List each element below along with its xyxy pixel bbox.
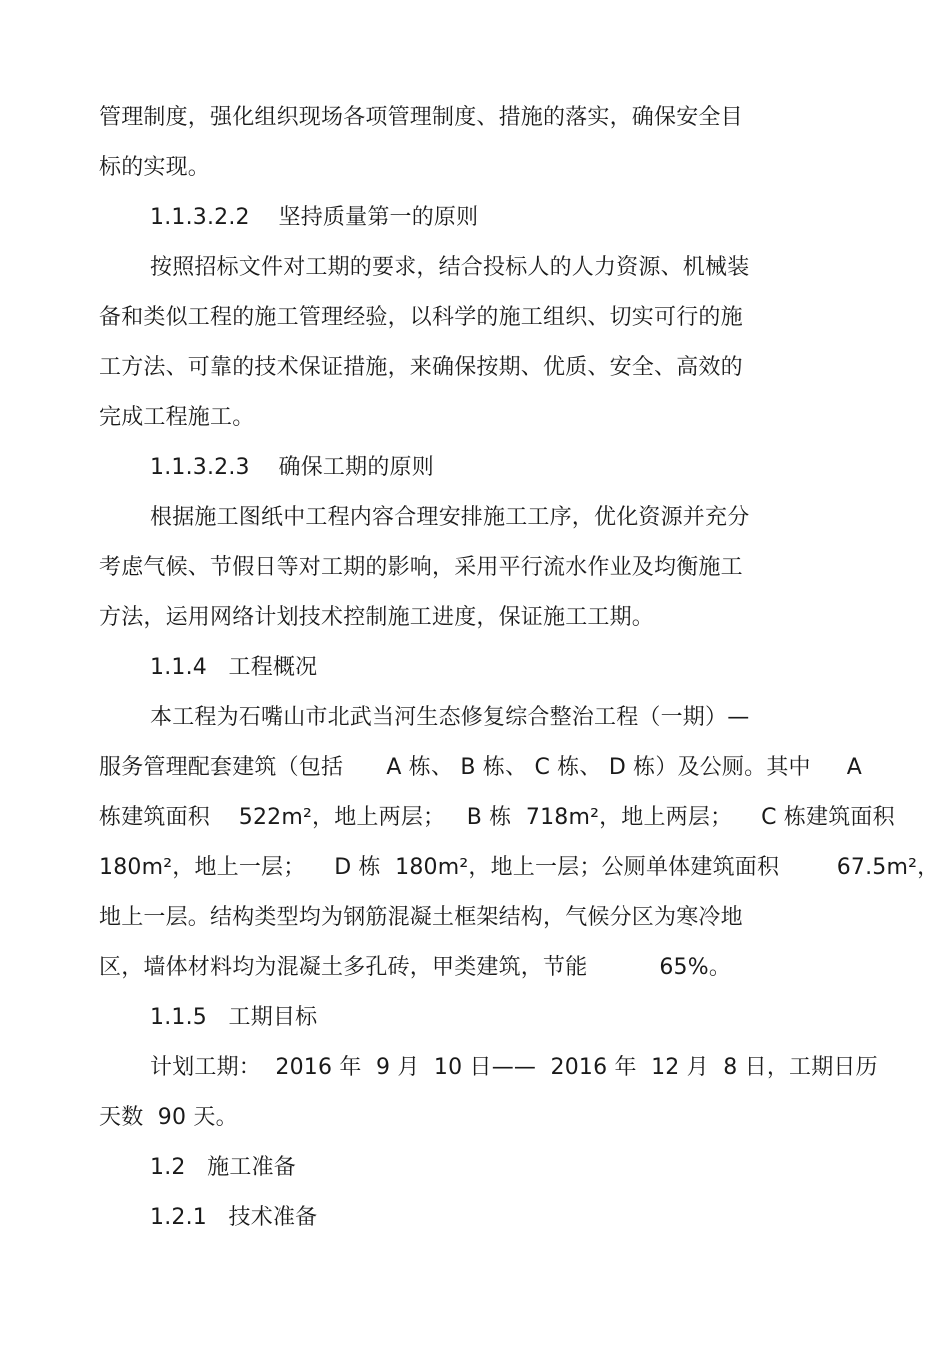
paragraph-line: 180m²，地上一层； D 栋 180m²，地上一层；公厕单体建筑面积 67.5m²， — [99, 855, 940, 880]
paragraph-line: 考虑气候、节假日等对工期的影响，采用平行流水作业及均衡施工 — [99, 555, 743, 580]
paragraph-line: 标的实现。 — [99, 155, 211, 180]
paragraph-line: 本工程为石嘴山市北武当河生态修复综合整治工程（一期）— — [150, 705, 750, 730]
paragraph-line: 备和类似工程的施工管理经验，以科学的施工组织、切实可行的施 — [99, 305, 743, 330]
paragraph-line: 根据施工图纸中工程内容合理安排施工工序，优化资源并充分 — [150, 505, 750, 530]
section-heading: 1.1.3.2.2 坚持质量第一的原则 — [150, 205, 479, 230]
paragraph-line: 天数 90 天。 — [99, 1105, 238, 1130]
section-heading: 1.1.3.2.3 确保工期的原则 — [150, 455, 434, 480]
paragraph-line: 计划工期： 2016 年 9 月 10 日—— 2016 年 12 月 8 日，工期日历 — [150, 1055, 878, 1080]
paragraph-line: 地上一层。结构类型均为钢筋混凝土框架结构，气候分区为寒冷地 — [99, 905, 743, 930]
paragraph-line: 工方法、可靠的技术保证措施，来确保按期、优质、安全、高效的 — [99, 355, 743, 380]
section-heading: 1.2 施工准备 — [150, 1155, 296, 1180]
paragraph-line: 区，墙体材料均为混凝土多孔砖，甲类建筑，节能 65%。 — [99, 955, 732, 980]
paragraph-line: 栋建筑面积 522m²，地上两层； B 栋 718m²，地上两层； C 栋建筑面积 — [99, 805, 895, 830]
section-heading: 1.2.1 技术准备 — [150, 1205, 318, 1230]
section-heading: 1.1.4 工程概况 — [150, 655, 318, 680]
paragraph-line: 服务管理配套建筑（包括 A 栋、 B 栋、 C 栋、 D 栋）及公厕。其中 A — [99, 755, 862, 780]
paragraph-line: 按照招标文件对工期的要求，结合投标人的人力资源、机械装 — [150, 255, 750, 280]
paragraph-line: 完成工程施工。 — [99, 405, 255, 430]
paragraph-line: 管理制度，强化组织现场各项管理制度、措施的落实，确保安全目 — [99, 105, 743, 130]
section-heading: 1.1.5 工期目标 — [150, 1005, 318, 1030]
paragraph-line: 方法，运用网络计划技术控制施工进度，保证施工工期。 — [99, 605, 655, 630]
